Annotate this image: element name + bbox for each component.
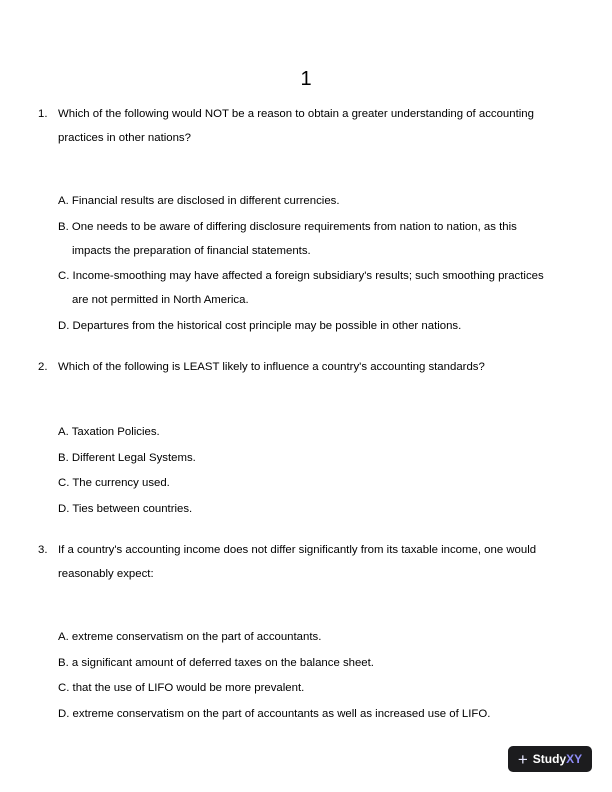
question-number: 3.: [38, 544, 48, 556]
question-number: 1.: [38, 108, 48, 120]
option-a: A. Taxation Policies.: [58, 426, 160, 438]
question-2: [38, 355, 578, 379]
option-d: D. Ties between countries.: [58, 502, 193, 515]
option-d: D. Departures from the historical cost principle may be possible in other nations.: [58, 319, 462, 332]
question-3-options: [58, 625, 578, 727]
option-a: A. Financial results are disclosed in different currencies.: [58, 195, 340, 207]
option-b: B. Different Legal Systems.: [58, 451, 196, 464]
question-1: [38, 102, 578, 150]
option-b: B. a significant amount of deferred taxes on the balance sheet.: [58, 656, 374, 669]
studyxy-badge[interactable]: [508, 746, 592, 772]
question-3: [38, 538, 578, 586]
question-text: If a country's accounting income does not differ significantly from its taxable income, one would reasonably expect:: [58, 544, 537, 580]
option-a: A. extreme conservatism on the part of accountants.: [58, 631, 322, 643]
option-c: C. that the use of LIFO would be more prevalent.: [58, 682, 305, 694]
plus-icon: +: [517, 749, 528, 769]
question-2-options: [58, 420, 578, 522]
option-d: D. extreme conservatism on the part of accountants as well as increased use of LIFO.: [58, 707, 491, 720]
option-c: C. Income-smoothing may have affected a foreign subsidiary's results; such smoothing practices are not permitted in North America.: [58, 270, 544, 306]
question-text: Which of the following would NOT be a reason to obtain a greater understanding of accounting practices in other nations?: [58, 108, 534, 144]
option-c: C. The currency used.: [58, 477, 170, 489]
question-number: 2.: [38, 361, 48, 373]
option-b: B. One needs to be aware of differing disclosure requirements from nation to nation, as this impacts the preparation of financial statements.: [58, 220, 517, 257]
question-1-options: [58, 189, 578, 339]
page-number: 1: [300, 68, 312, 90]
brand-name: StudyXY: [532, 752, 583, 766]
question-text: Which of the following is LEAST likely to influence a country's accounting standards?: [58, 361, 485, 373]
